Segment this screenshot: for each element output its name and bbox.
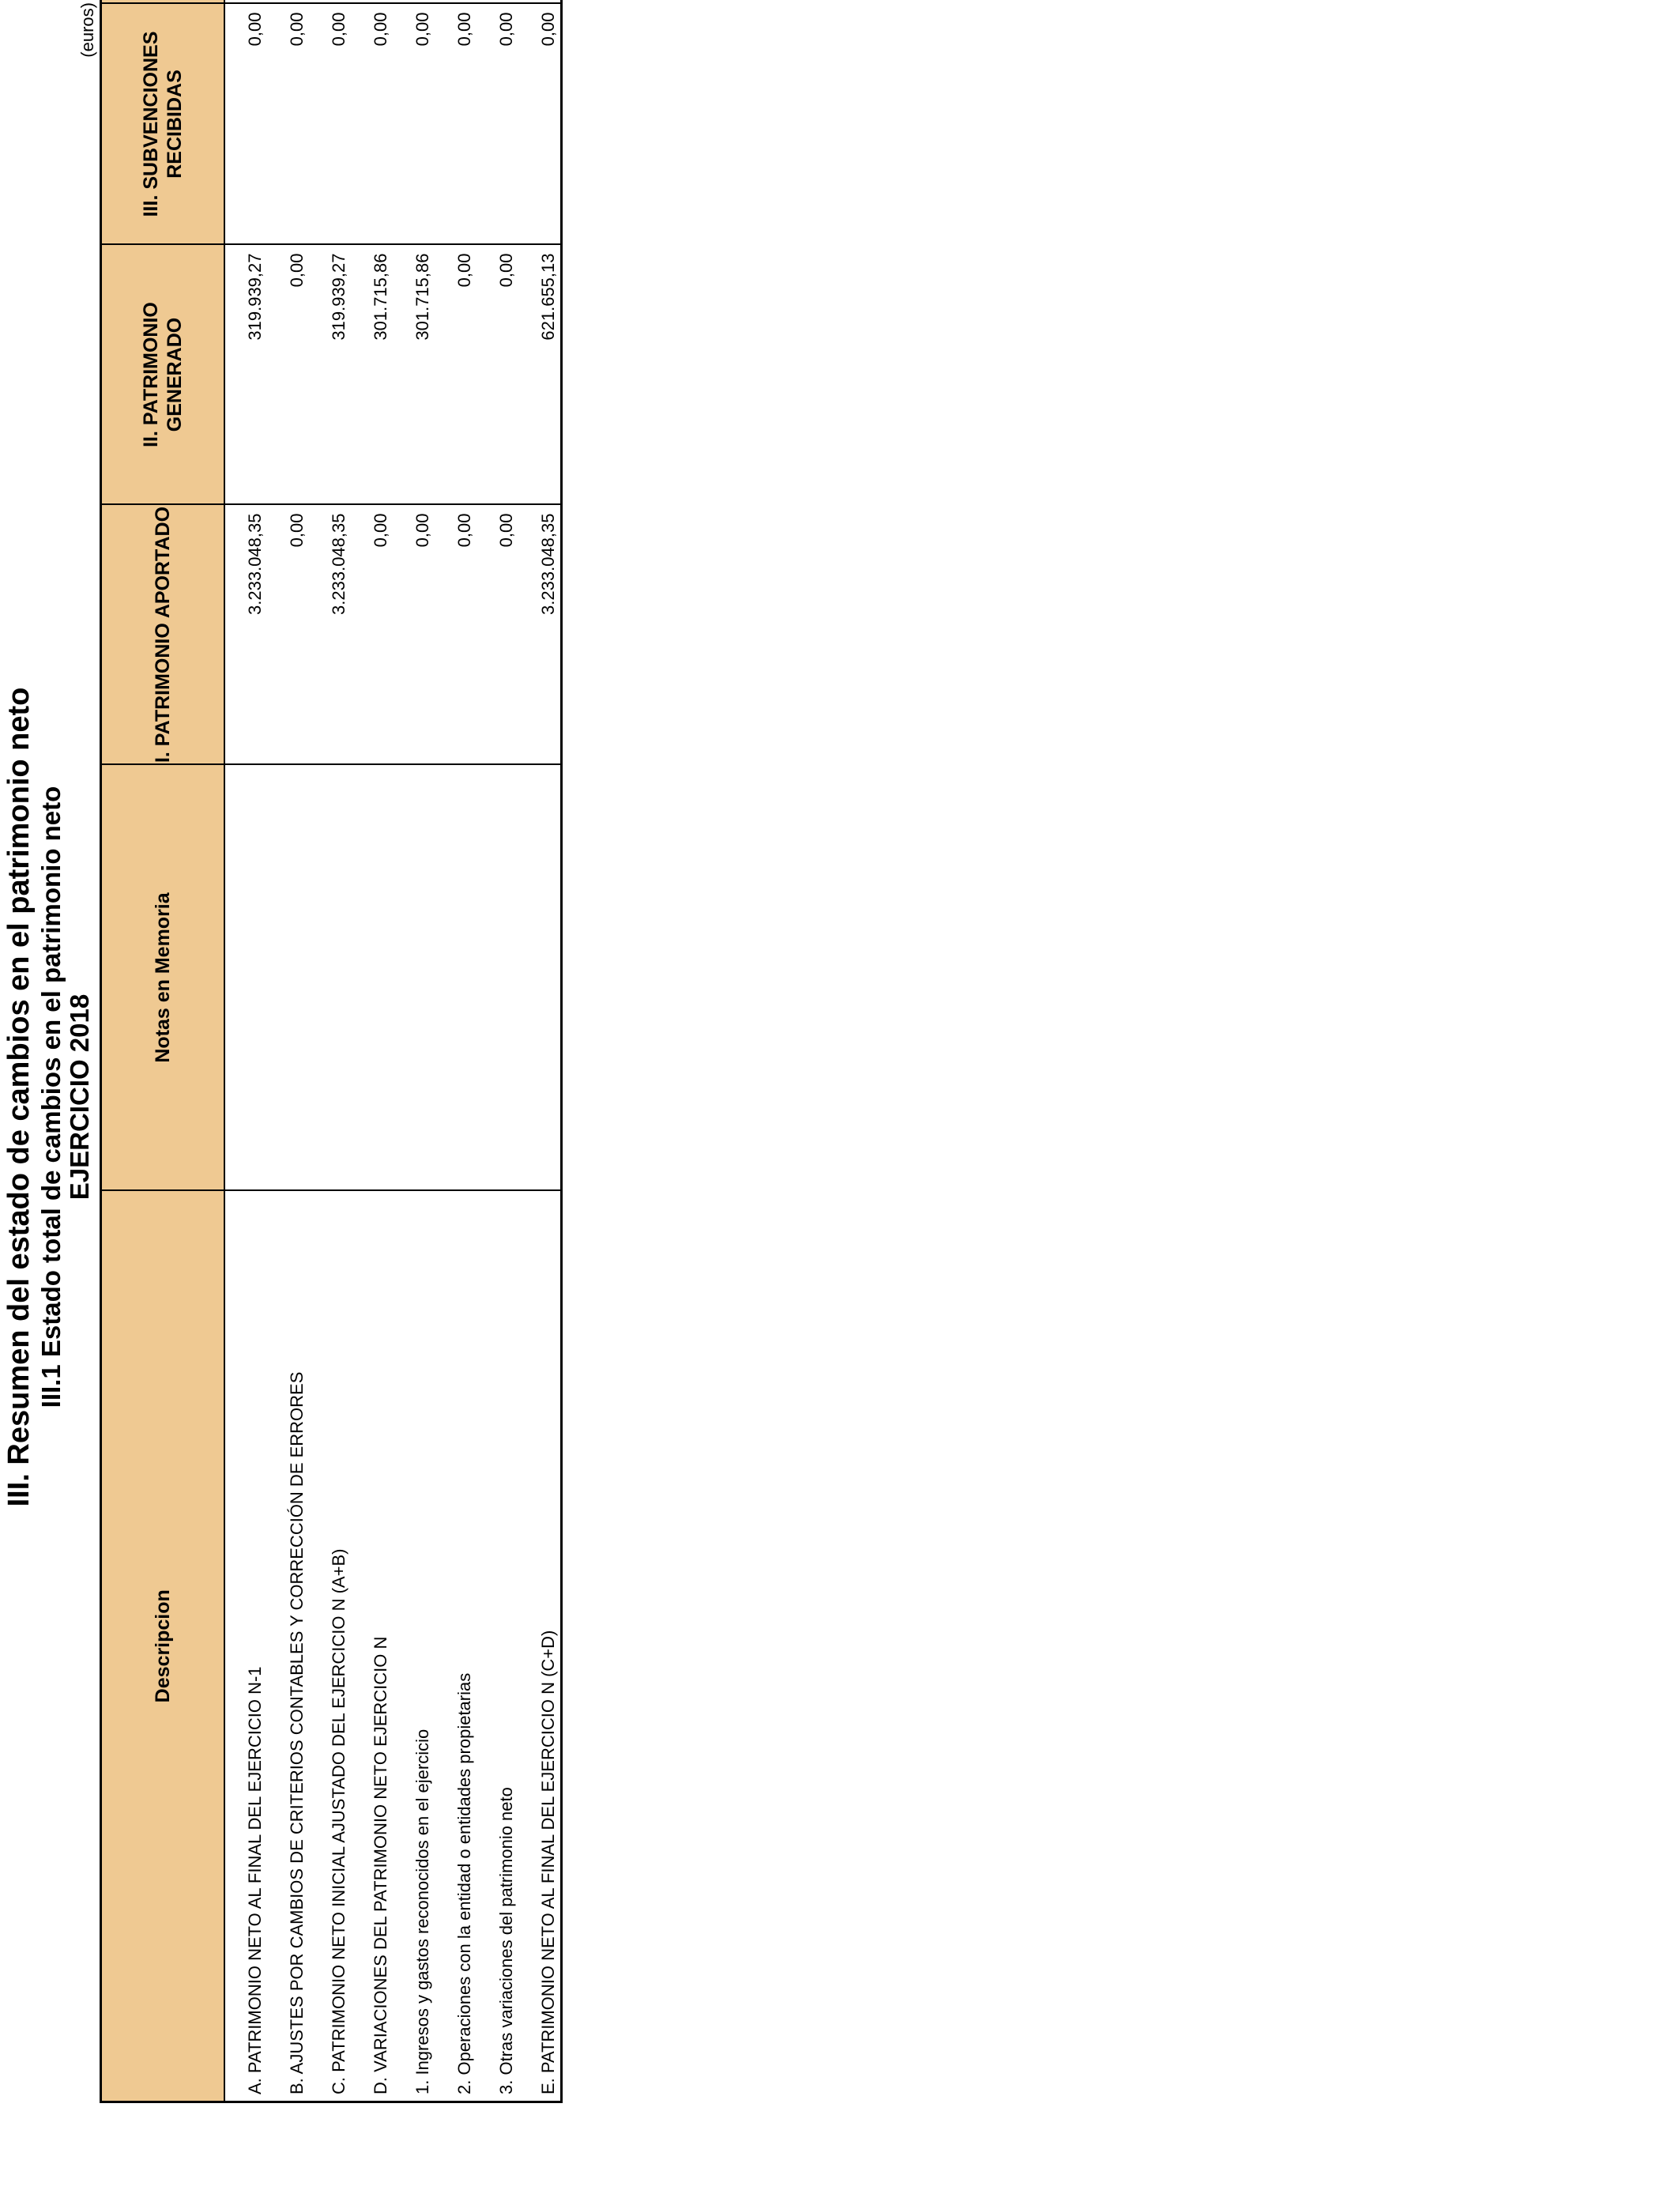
row-notas — [518, 765, 562, 1191]
page-subtitle: III.1 Estado total de cambios en el patrimonio neto — [36, 786, 66, 1408]
row-total — [351, 0, 393, 4]
row-total — [309, 0, 351, 4]
row-generado: 319.939,27 — [309, 245, 351, 505]
row-description: 1. Ingresos y gastos reconocidos en el ejercicio — [393, 1191, 435, 2102]
row-description: 3. Otras variaciones del patrimonio neto — [477, 1191, 518, 2102]
row-notas — [224, 765, 267, 1191]
row-generado: 0,00 — [435, 245, 477, 505]
row-subvenciones: 0,00 — [393, 4, 435, 245]
row-aportado: 0,00 — [435, 505, 477, 765]
row-notas — [435, 765, 477, 1191]
row-generado: 319.939,27 — [224, 245, 267, 505]
header-total — [101, 0, 225, 4]
row-aportado: 0,00 — [351, 505, 393, 765]
row-notas — [309, 765, 351, 1191]
table-row — [393, 0, 435, 2102]
period-label: EJERCICIO 2018 — [65, 993, 94, 1201]
row-description: B. AJUSTES POR CAMBIOS DE CRITERIOS CONTABLES Y CORRECCIÓN DE ERRORES — [267, 1191, 309, 2102]
row-total — [518, 0, 562, 4]
row-aportado: 3.233.048,35 — [224, 505, 267, 765]
table-row — [435, 0, 477, 2102]
table-row — [518, 0, 562, 2102]
row-notas — [393, 765, 435, 1191]
row-aportado: 3.233.048,35 — [309, 505, 351, 765]
header-subvenciones: III. SUBVENCIONES RECIBIDAS — [101, 4, 225, 245]
row-description: A. PATRIMONIO NETO AL FINAL DEL EJERCICIO N-1 — [224, 1191, 267, 2102]
row-subvenciones: 0,00 — [435, 4, 477, 245]
row-description: 2. Operaciones con la entidad o entidades propietarias — [435, 1191, 477, 2102]
row-subvenciones: 0,00 — [477, 4, 518, 245]
row-generado: 301.715,86 — [393, 245, 435, 505]
row-aportado: 3.233.048,35 — [518, 505, 562, 765]
row-notas — [477, 765, 518, 1191]
row-total — [477, 0, 518, 4]
row-description: D. VARIACIONES DEL PATRIMONIO NETO EJERCICIO N — [351, 1191, 393, 2102]
row-description: C. PATRIMONIO NETO INICIAL AJUSTADO DEL EJERCICIO N (A+B) — [309, 1191, 351, 2102]
table-row — [309, 0, 351, 2102]
row-total — [435, 0, 477, 4]
table-row — [351, 0, 393, 2102]
header-generado: II. PATRIMONIO GENERADO — [101, 245, 225, 505]
row-generado: 621.655,13 — [518, 245, 562, 505]
row-generado: 301.715,86 — [351, 245, 393, 505]
row-total — [267, 0, 309, 4]
table-row — [224, 0, 267, 2102]
patrimonio-table — [100, 0, 563, 2103]
header-aportado: I. PATRIMONIO APORTADO — [101, 505, 225, 765]
units-label: (euros) — [77, 2, 97, 58]
row-subvenciones: 0,00 — [267, 4, 309, 245]
row-subvenciones: 0,00 — [351, 4, 393, 245]
table-row — [267, 0, 309, 2102]
row-subvenciones: 0,00 — [518, 4, 562, 245]
header-notas: Notas en Memoria — [101, 765, 225, 1191]
row-subvenciones: 0,00 — [309, 4, 351, 245]
row-generado: 0,00 — [267, 245, 309, 505]
row-total — [393, 0, 435, 4]
row-description: E. PATRIMONIO NETO AL FINAL DEL EJERCICIO N (C+D) — [518, 1191, 562, 2102]
row-aportado: 0,00 — [477, 505, 518, 765]
row-subvenciones: 0,00 — [224, 4, 267, 245]
header-descripcion: Descripcion — [101, 1191, 225, 2102]
table-row — [477, 0, 518, 2102]
row-generado: 0,00 — [477, 245, 518, 505]
row-total — [224, 0, 267, 4]
table-header-row — [101, 0, 225, 2102]
page-title: III. Resumen del estado de cambios en el patrimonio neto — [2, 687, 36, 1507]
row-notas — [351, 765, 393, 1191]
row-aportado: 0,00 — [393, 505, 435, 765]
row-aportado: 0,00 — [267, 505, 309, 765]
row-notas — [267, 765, 309, 1191]
